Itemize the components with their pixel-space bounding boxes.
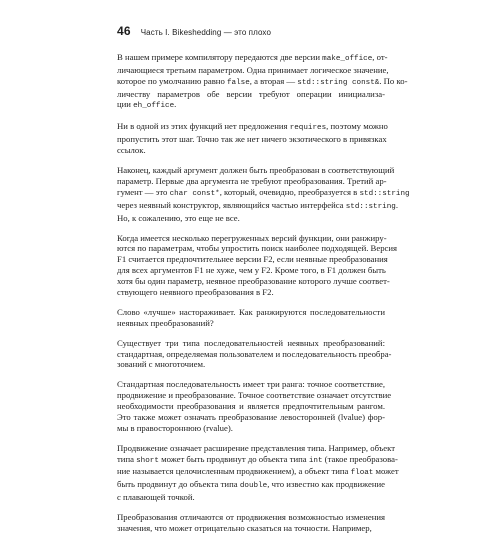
- inline-code: std::string const&: [297, 78, 380, 87]
- paragraph: [117, 379, 392, 433]
- text-run: быть продвинут до объекта типа: [117, 479, 240, 490]
- text-line: [117, 275, 390, 287]
- paragraph: [117, 165, 410, 223]
- text-run: продвижение и преобразование. Точное соответствие означает отсутствие: [117, 390, 392, 401]
- text-run: Наконец, каждый аргумент должен быть преобразован в соответствующий: [117, 165, 395, 176]
- inline-code: char const*: [169, 189, 220, 198]
- text-run: Преобразования отличаются от продвижения возможностью изменения: [117, 512, 385, 523]
- inline-code: eh_office: [133, 102, 175, 111]
- text-run: Ни в одной из этих функций нет предложения: [117, 121, 290, 132]
- text-run: ствующего неявного преобразования в F2.: [117, 286, 274, 297]
- text-line: [117, 243, 398, 254]
- text-line: [117, 64, 389, 76]
- text-run: , поэтому можно: [326, 121, 388, 132]
- paragraph: [117, 52, 408, 112]
- text-run: хотя бы один параметр, неявное преобразование которого лучше соответ-: [117, 275, 390, 286]
- text-line: [117, 99, 385, 112]
- text-run: Слово «лучше» настораживает. Как ранжируются последовательности: [117, 306, 385, 317]
- text-line: [117, 466, 399, 479]
- text-run: может: [373, 466, 399, 477]
- text-run: ются по параметрам, чтобы упростить поиск наиболее подходящей. Версия: [117, 243, 398, 254]
- inline-code: std::string: [345, 202, 396, 211]
- text-run: .: [395, 199, 399, 210]
- text-run: , от-: [372, 52, 388, 62]
- text-run: для всех аргументов F1 не хуже, чем у F2. Кроме того, в F1 должен быть: [117, 265, 386, 276]
- text-run: параметр. Первые два аргумента не требуют преобразования. Третий ар-: [117, 175, 387, 186]
- paragraph: [117, 512, 385, 534]
- text-run: зований с многоточием.: [117, 359, 206, 370]
- text-line: [117, 359, 385, 370]
- text-run: Но, к сожалению, это еще не все.: [117, 212, 240, 223]
- text-line: [117, 379, 385, 390]
- paragraph: [117, 121, 388, 156]
- text-line: [117, 401, 385, 412]
- text-run: Это также может означать преобразование левосторонней (lvalue) фор-: [117, 411, 385, 422]
- text-run: ции: [117, 99, 134, 110]
- text-run: типа: [117, 453, 137, 464]
- paragraph: [117, 307, 385, 329]
- text-run: гумент — это: [117, 186, 170, 197]
- text-run: личеству параметров обе версии требуют операции инициализа-: [117, 88, 385, 99]
- text-line: [117, 442, 396, 454]
- inline-code: int: [308, 456, 323, 465]
- text-line: [117, 186, 410, 200]
- body-text: [117, 52, 410, 543]
- text-run: F1 считается предпочтительнее версии F2, если неявные преобразования: [117, 254, 388, 265]
- text-line: [117, 89, 385, 100]
- text-run: .: [174, 99, 177, 110]
- text-line: [117, 390, 392, 401]
- page-number: 46: [117, 24, 131, 38]
- text-run: ние называется целочисленным продвижением), а объект типа: [117, 466, 351, 477]
- text-run: пропустить этот шаг. Точно так же нет ничего экзотического в привязках: [117, 134, 387, 145]
- inline-code: double: [239, 482, 268, 491]
- inline-code: requires: [289, 124, 327, 133]
- text-run: . По ко-: [379, 75, 408, 86]
- text-line: [117, 134, 385, 145]
- text-run: В нашем примере компилятору передаются две версии: [117, 52, 323, 62]
- text-run: стандартная, определяемая пользователем и последовательность преобра-: [117, 348, 392, 359]
- text-run: , а вторая —: [249, 75, 298, 86]
- text-line: [117, 348, 392, 360]
- running-head: Часть I. Bikeshedding — это плохо: [140, 28, 271, 37]
- text-run: , что известно как продвижение: [267, 479, 385, 490]
- text-run: мы в правостороннюю (rvalue).: [117, 422, 233, 433]
- paragraph: [117, 442, 399, 503]
- text-run: (такое преобразова-: [322, 453, 398, 464]
- text-line: [117, 423, 385, 434]
- text-run: через неявный конструктор, являющийся частью интерфейса: [117, 199, 346, 210]
- inline-code: false: [226, 78, 250, 87]
- text-line: [117, 52, 388, 65]
- text-line: [117, 213, 385, 224]
- text-line: [117, 176, 385, 187]
- paragraph: [117, 232, 398, 298]
- text-line: [117, 492, 385, 503]
- text-run: Существует три типа последовательностей неявных преобразований:: [117, 337, 385, 348]
- text-line: [117, 523, 385, 534]
- text-line: [117, 479, 385, 492]
- text-line: [117, 265, 385, 276]
- text-line: [117, 338, 385, 349]
- text-run: Стандартная последовательность имеет три ранга: точное соответствие,: [117, 379, 385, 390]
- text-line: [117, 254, 388, 265]
- page-header: [117, 24, 271, 38]
- inline-code: make_office: [322, 55, 373, 63]
- text-line: [117, 512, 385, 523]
- text-line: [117, 287, 385, 298]
- text-run: необходимости преобразования и является предпочтительным рангом.: [117, 401, 385, 412]
- text-line: [117, 318, 385, 329]
- inline-code: std::string: [359, 189, 410, 198]
- text-run: которое по умолчанию равно: [117, 75, 227, 86]
- text-run: неявных преобразований?: [117, 317, 214, 328]
- paragraph: [117, 337, 392, 371]
- text-line: [117, 75, 408, 89]
- inline-code: float: [350, 469, 374, 478]
- text-line: [117, 453, 398, 467]
- text-run: Продвижение означает расширение представления типа. Например, объект: [117, 442, 396, 453]
- text-line: [117, 121, 388, 134]
- text-run: Когда имеется несколько перегруженных версий функции, они ранжиру-: [117, 232, 387, 243]
- text-run: значения, что может отрицательно сказаться на точности. Например,: [117, 523, 372, 534]
- inline-code: short: [136, 456, 159, 465]
- text-run: может быть продвинут до объекта типа: [158, 453, 309, 464]
- text-line: [117, 199, 399, 213]
- text-line: [117, 307, 385, 318]
- text-line: [117, 145, 385, 156]
- text-run: личающиеся третьим параметром. Одна принимает логическое значение,: [117, 64, 389, 75]
- text-run: ссылок.: [117, 145, 146, 156]
- text-run: с плавающей точкой.: [117, 492, 195, 503]
- text-line: [117, 233, 385, 244]
- text-run: , который, очевидно, преобразуется в: [219, 186, 360, 197]
- text-line: [117, 412, 385, 423]
- text-line: [117, 165, 395, 176]
